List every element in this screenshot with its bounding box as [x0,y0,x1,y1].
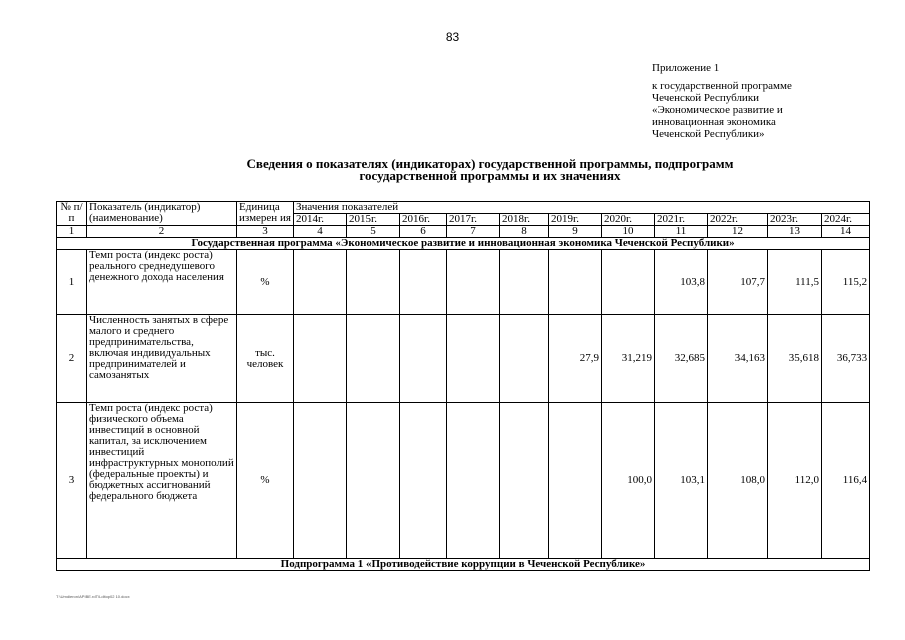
row-value: 115,2 [822,250,870,315]
header-year: 2015г. [347,214,400,226]
row-unit: тыс. человек [237,315,294,403]
row-indicator: Численность занятых в сфере малого и среднего предпринимательства, включая индивидуальных предпринимателей и самозанятых [87,315,237,403]
row-value: 103,1 [655,403,708,559]
row-value [602,250,655,315]
row-value [347,250,400,315]
indicators-table [56,201,870,571]
column-number: 4 [294,226,347,238]
page-number: 83 [445,30,460,44]
column-number: 10 [602,226,655,238]
row-value: 100,0 [602,403,655,559]
subprogram-title: Подпрограмма 1 «Противодействие коррупции в Чеченской Республике» [57,559,870,571]
row-unit: % [237,250,294,315]
header-year: 2021г. [655,214,708,226]
column-number-row [57,226,870,238]
column-number: 5 [347,226,400,238]
column-number: 1 [57,226,87,238]
row-value [549,403,602,559]
header-num: № п/п [57,202,87,226]
column-number: 14 [822,226,870,238]
row-value: 27,9 [549,315,602,403]
footer-path: Т:\Umdieron\APIBE.rdТ\Lditoр02 10.docx [56,594,130,599]
header-year: 2018г. [500,214,549,226]
column-number: 2 [87,226,237,238]
document-title-line: государственной программы и их значениях [359,168,621,183]
column-number: 12 [708,226,768,238]
row-value: 112,0 [768,403,822,559]
header-year: 2024г. [822,214,870,226]
row-value: 111,5 [768,250,822,315]
header-row [57,202,870,214]
header-year: 2019г. [549,214,602,226]
row-value: 31,219 [602,315,655,403]
row-num: 3 [57,403,87,559]
header-unit: Единица измерен ия [237,202,294,226]
appendix-line: Чеченской Республики» [652,128,765,140]
column-number: 13 [768,226,822,238]
row-num: 2 [57,315,87,403]
document-title-line: Сведения о показателях (индикаторах) государственной программы, подпрограмм [246,156,734,171]
row-num: 1 [57,250,87,315]
row-value [500,403,549,559]
table-row [57,250,870,315]
row-value: 103,8 [655,250,708,315]
header-year: 2016г. [400,214,447,226]
program-title-row [57,238,870,250]
row-value: 35,618 [768,315,822,403]
row-value [400,403,447,559]
row-value [447,315,500,403]
column-number: 11 [655,226,708,238]
row-value [347,403,400,559]
row-value [294,403,347,559]
row-value [400,250,447,315]
column-number: 6 [400,226,447,238]
header-values-group: Значения показателей [294,202,870,214]
row-value: 36,733 [822,315,870,403]
row-value [447,403,500,559]
header-year: 2017г. [447,214,500,226]
header-year: 2022г. [708,214,768,226]
column-number: 3 [237,226,294,238]
row-value: 32,685 [655,315,708,403]
table-row [57,315,870,403]
header-year: 2023г. [768,214,822,226]
row-indicator: Темп роста (индекс роста) физического объема инвестиций в основной капитал, за исключением инвестиций инфраструктурных монополий (федеральные проекты) и бюджетных ассигнований федерального бюджета [87,403,237,559]
column-number: 9 [549,226,602,238]
appendix-title: Приложение 1 [652,62,720,74]
row-value [294,315,347,403]
subprogram-title-row [57,559,870,571]
row-value: 107,7 [708,250,768,315]
row-value [400,315,447,403]
row-value [347,315,400,403]
column-number: 7 [447,226,500,238]
document-title [170,158,810,182]
header-year: 2020г. [602,214,655,226]
header-indicator: Показатель (индикатор) (наименование) [87,202,237,226]
header-year: 2014г. [294,214,347,226]
appendix-line: «Экономическое развитие и [652,104,783,116]
row-value: 116,4 [822,403,870,559]
row-value [549,250,602,315]
row-unit: % [237,403,294,559]
column-number: 8 [500,226,549,238]
row-value [500,315,549,403]
appendix-line: к государственной программе [652,80,792,92]
appendix-block [652,62,852,140]
row-value [447,250,500,315]
row-value: 34,163 [708,315,768,403]
row-value [500,250,549,315]
row-value: 108,0 [708,403,768,559]
appendix-line: инновационная экономика [652,116,776,128]
program-title: Государственная программа «Экономическое развитие и инновационная экономика Чеченской Республики» [57,238,870,250]
row-value [294,250,347,315]
appendix-line: Чеченской Республики [652,92,760,104]
table-row [57,403,870,559]
row-indicator: Темп роста (индекс роста) реального среднедушевого денежного дохода населения [87,250,237,315]
